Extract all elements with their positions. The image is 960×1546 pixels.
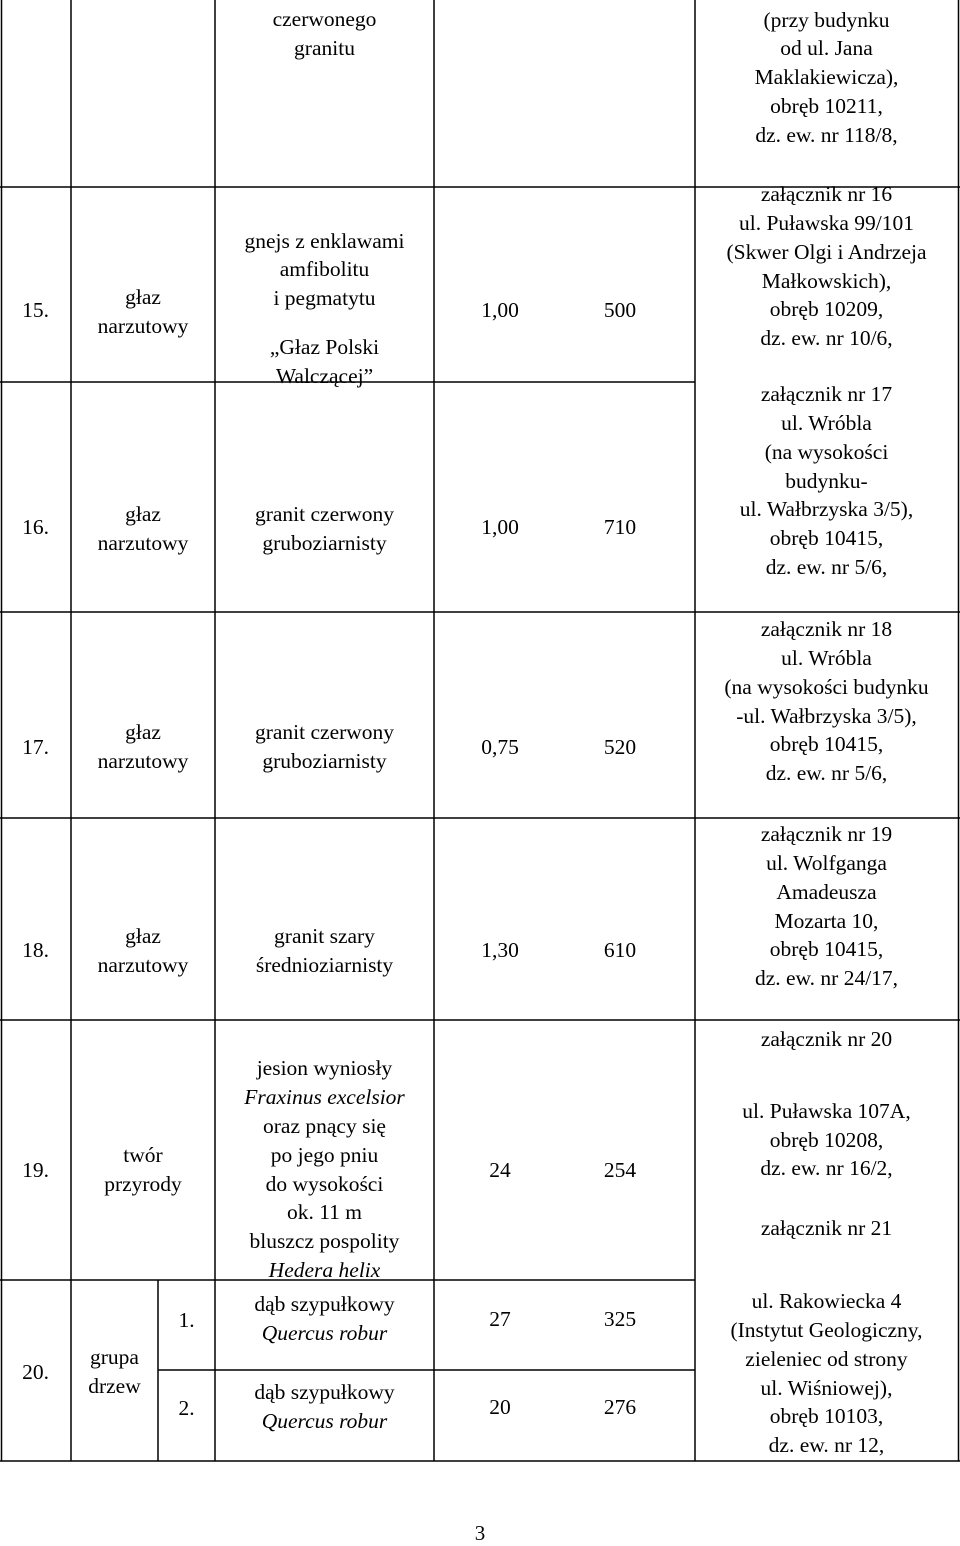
row19-value-1: 24 (489, 1157, 511, 1182)
row-top-description: czerwonego granitu (272, 7, 377, 60)
row19-value-2: 254 (603, 1157, 637, 1182)
row18-location: załącznik nr 19 ul. Wolfganga Amadeusza Mozarta 10, obręb 10415, dz. ew. nr 24/17, (754, 822, 899, 991)
row16-location: załącznik nr 17 ul. Wróbla (na wysokości budynku- ul. Wałbrzyska 3/5), obręb 10415, dz. ew. nr 5/6, (739, 382, 914, 579)
row19-number: 19. (22, 1157, 49, 1182)
row19-type: twór przyrody (104, 1143, 182, 1196)
row18-value-2: 610 (603, 937, 637, 962)
row15-value-2: 500 (603, 297, 637, 322)
row18-description: granit szary średnioziarnisty (255, 924, 394, 977)
row15-number: 15. (22, 297, 49, 322)
row15-value-1: 1,00 (481, 297, 519, 322)
row20-location: ul. Rakowiecka 4 (Instytut Geologiczny, zieleniec od strony ul. Wiśniowej), obręb 10103, dz. ew. nr 12, (730, 1289, 923, 1458)
row15-type: głaz narzutowy (97, 285, 189, 338)
row20-type: grupa drzew (88, 1345, 141, 1398)
row16-type: głaz narzutowy (97, 502, 189, 555)
row19-attachment: załącznik nr 20 (760, 1026, 893, 1051)
row19-description: jesion wyniosły Fraxinus excelsior oraz pnący się po jego pniu do wysokości ok. 11 m bluszcz pospolity Hedera helix (244, 1056, 405, 1282)
row18-value-1: 1,30 (481, 937, 519, 962)
row20-number: 20. (22, 1359, 49, 1384)
row18-type: głaz narzutowy (97, 924, 189, 977)
row20-tree2-value-1: 20 (489, 1394, 511, 1419)
row20-attachment: załącznik nr 21 (760, 1215, 893, 1240)
row17-location: załącznik nr 18 ul. Wróbla (na wysokości budynku -ul. Wałbrzyska 3/5), obręb 10415, dz. ew. nr 5/6, (724, 617, 929, 786)
row16-value-2: 710 (603, 514, 637, 539)
row15-description: gnejs z enklawami amfibolitu i pegmatytu „Głaz Polski Walczącej” (244, 228, 405, 388)
row20-tree1-value-1: 27 (489, 1306, 511, 1331)
row20-tree1-subnumber: 1. (178, 1307, 195, 1332)
row17-value-2: 520 (603, 734, 637, 759)
row20-tree2-value-2: 276 (603, 1394, 637, 1419)
row18-number: 18. (22, 937, 49, 962)
row16-number: 16. (22, 514, 49, 539)
row20-tree2-subnumber: 2. (178, 1395, 195, 1420)
row-top-location: (przy budynku od ul. Jana Maklakiewicza), obręb 10211, dz. ew. nr 118/8, (754, 7, 899, 147)
row17-number: 17. (22, 734, 49, 759)
row20-tree2-description: dąb szypułkowy Quercus robur (254, 1380, 395, 1433)
row17-type: głaz narzutowy (97, 720, 189, 773)
page-number: 3 (474, 1521, 486, 1545)
row20-tree1-value-2: 325 (603, 1306, 637, 1331)
row20-tree1-description: dąb szypułkowy Quercus robur (254, 1292, 395, 1345)
row17-value-1: 0,75 (481, 734, 519, 759)
row16-value-1: 1,00 (481, 514, 519, 539)
row16-description: granit czerwony gruboziarnisty (254, 502, 395, 555)
row17-description: granit czerwony gruboziarnisty (254, 720, 395, 773)
row19-location: ul. Puławska 107A, obręb 10208, dz. ew. nr 16/2, (742, 1098, 911, 1181)
row15-location: załącznik nr 16 ul. Puławska 99/101 (Skwer Olgi i Andrzeja Małkowskich), obręb 10209, dz. ew. nr 10/6, (726, 182, 927, 351)
